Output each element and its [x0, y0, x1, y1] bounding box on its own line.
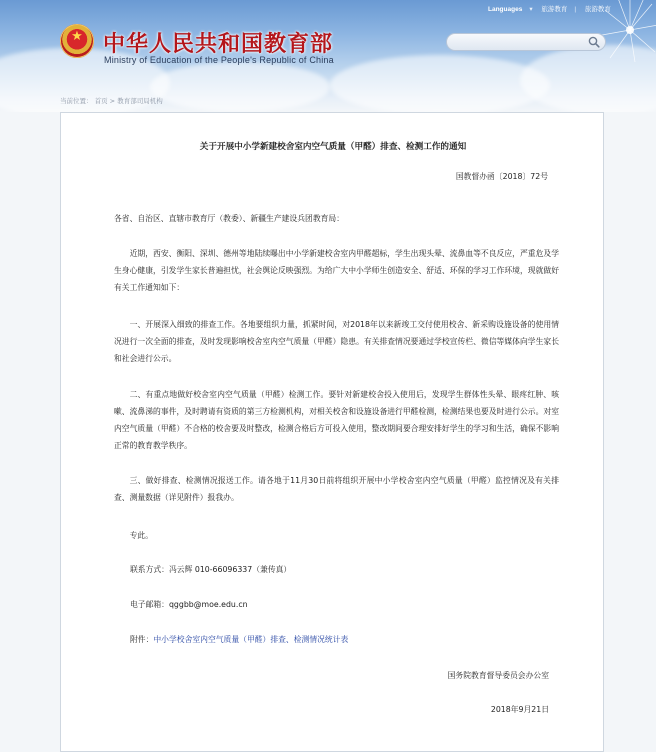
site-title[interactable]: 中华人民共和国教育部 [103, 32, 334, 57]
site-header [0, 0, 656, 112]
issue-date: 2018年9月21日 [490, 705, 549, 714]
breadcrumb-separator: > [109, 97, 116, 105]
attachment-label: 附件： [130, 635, 154, 644]
paragraph-item-3: 三、做好排查、检测情况报送工作。请各地于11月30日前将组织开展中小学校舍室内空气质量（甲醛）监控情况及有关排查、测量数据（详见附件）报我办。 [114, 476, 559, 502]
search-input[interactable] [453, 35, 585, 48]
separator: | [574, 6, 577, 13]
breadcrumb-prefix: 当前位置： [60, 97, 93, 105]
top-links [488, 4, 618, 13]
article-card [60, 112, 604, 752]
breadcrumb-department[interactable]: 教育部司局机构 [117, 97, 163, 105]
cloud-decoration [150, 62, 330, 112]
document-title: 关于开展中小学新建校舍室内空气质量（甲醛）排查、检测工作的通知 [199, 142, 467, 152]
email-line [130, 599, 248, 610]
attachment-link[interactable]: 中小学校舍室内空气质量（甲醛）排查、检测情况统计表 [153, 635, 349, 644]
search-icon[interactable] [587, 35, 601, 49]
contact-value: 冯云辉 010-66096337（兼传真） [168, 565, 292, 574]
national-emblem-icon[interactable] [60, 24, 94, 58]
paragraph-closing: 专此。 [129, 531, 153, 540]
breadcrumb [60, 96, 163, 105]
paragraph-item-2: 二、有重点地做好校舍室内空气质量（甲醛）检测工作。要针对新建校舍投入使用后，发现学生群体性头晕、眼疼红肿、咳嗽、流鼻涕的事件，及时聘请有资质的第三方检测机构，对相关校舍和设施设备进行甲醛检测，检测结果也要及时进行公示。对室内空气质量（甲醛）不合格的校舍要及时整改，检测合格后方可投入使用，整改期间要合理安排好学生的学习和生活，确保不影响正常的教育教学秩序。 [114, 390, 559, 450]
cloud-decoration [330, 55, 550, 112]
site-subtitle: Ministry of Education of the People's Republic of China [104, 55, 334, 65]
contact-line [130, 564, 291, 575]
top-link-2[interactable]: 旅游教育 [584, 6, 611, 13]
paragraph-item-1: 一、开展深入细致的排查工作。各地要组织力量，抓紧时间，对2018年以来新竣工交付使用校舍、新采购设施设备的使用情况进行一次全面的排查，及时发现影响校舍室内空气质量（甲醛）隐患。有关排查情况要通过学校宣传栏、微信等媒体向学生家长和社会进行公示。 [114, 320, 559, 363]
search-box [446, 33, 606, 51]
breadcrumb-home[interactable]: 首页 [94, 97, 108, 105]
salutation: 各省、自治区、直辖市教育厅（教委）、新疆生产建设兵团教育局： [114, 214, 345, 223]
email-label: 电子邮箱： [130, 600, 169, 609]
languages-link[interactable]: Languages [488, 6, 523, 13]
attachment-line [130, 634, 348, 645]
document-number: 国教督办函〔2018〕72号 [455, 172, 548, 181]
dropdown-caret-icon[interactable]: ▾ [529, 6, 533, 13]
issuer-signature: 国务院教育督导委员会办公室 [447, 671, 549, 680]
paragraph-intro: 近期，西安、衡阳、深圳、德州等地陆续曝出中小学新建校舍室内甲醛超标，学生出现头晕、流鼻血等不良反应，严重危及学生身心健康，引发学生家长普遍担忧，社会舆论反映强烈。为给广大中小学师生创造安全、舒适、环保的学习工作环境，现就做好有关工作通知如下： [114, 249, 559, 292]
top-link-1[interactable]: 旅游教育 [541, 6, 568, 13]
email-value: qggbb@moe.edu.cn [168, 600, 248, 609]
contact-label: 联系方式： [130, 565, 169, 574]
